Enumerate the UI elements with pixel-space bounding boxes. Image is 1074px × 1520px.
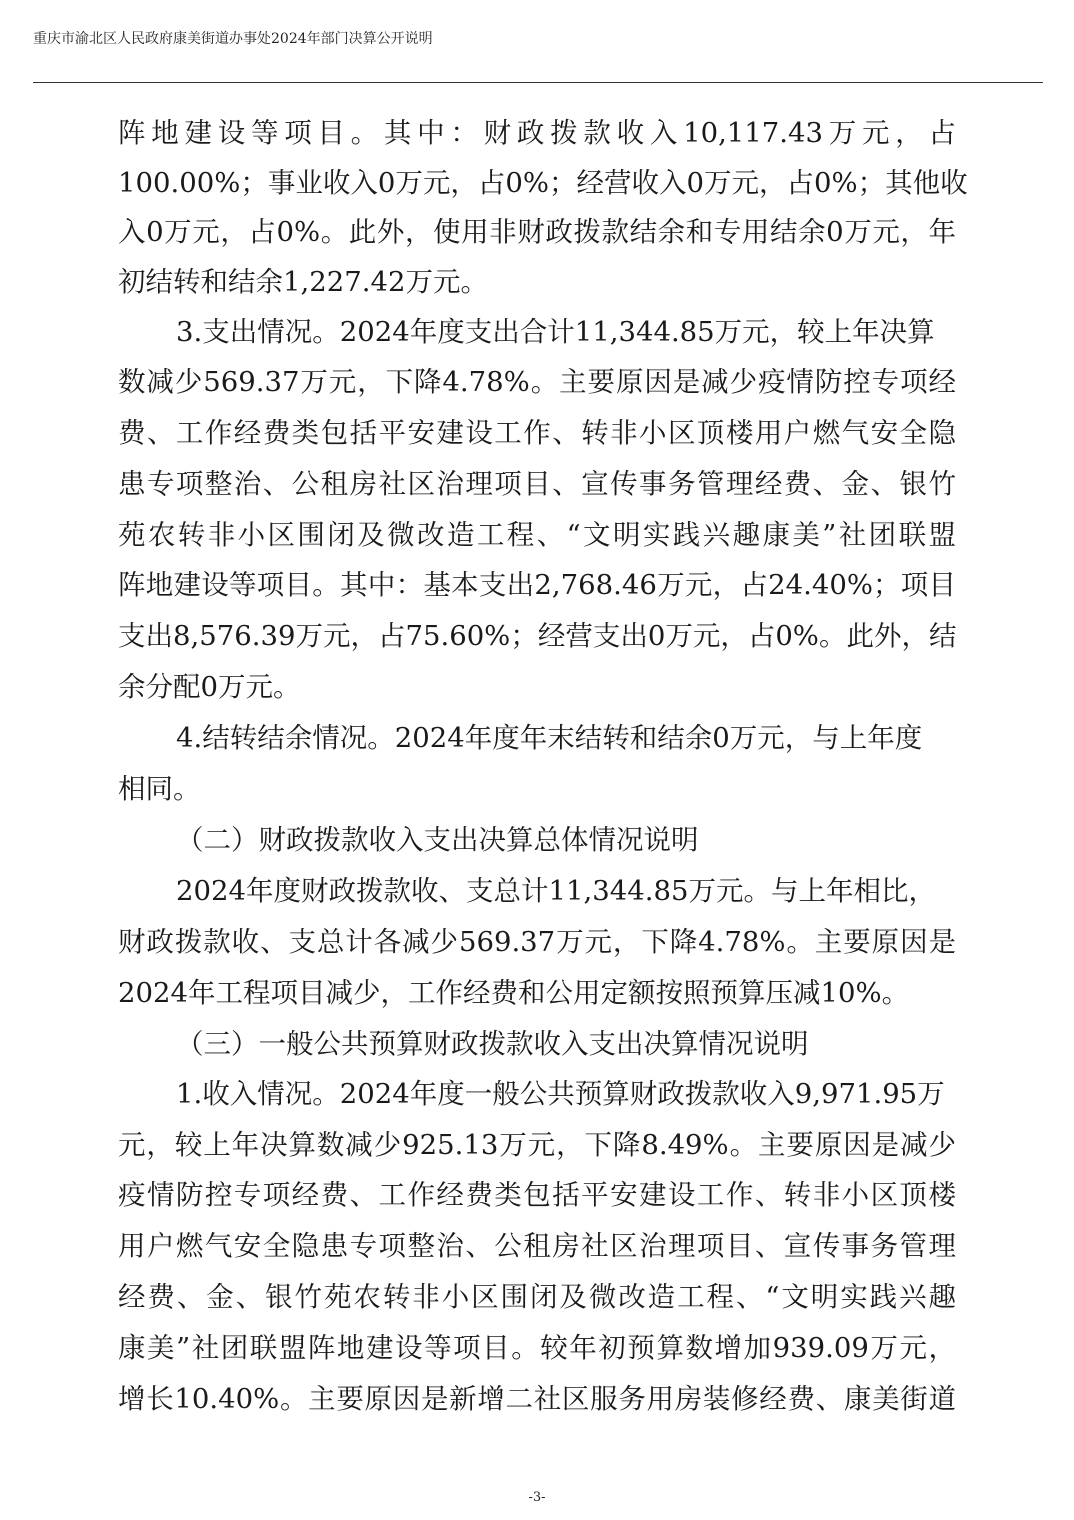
body-line: 2024年工程项目减少，工作经费和公用定额按照预算压减10%。 [118,977,910,1009]
body-line: 财政拨款收、支总计各减少569.37万元，下降4.78%。主要原因是 [118,926,956,958]
body-line: 元，较上年决算数减少925.13万元，下降8.49%。主要原因是减少 [118,1129,956,1161]
body-line: 1.收入情况。2024年度一般公共预算财政拨款收入9,971.95万 [176,1078,945,1110]
body-line: 100.00%；事业收入0万元，占0%；经营收入0万元，占0%；其他收 [118,167,968,199]
section-heading: （二）财政拨款收入支出决算总体情况说明 [176,824,699,856]
body-line: 康美”社团联盟阵地建设等项目。较年初预算数增加939.09万元， [118,1332,956,1364]
body-line: 经费、金、银竹苑农转非小区围闭及微改造工程、“文明实践兴趣 [118,1281,956,1313]
body-line: 4.结转结余情况。2024年度年末结转和结余0万元，与上年度 [176,722,923,754]
body-line: 患专项整治、公租房社区治理项目、宣传事务管理经费、金、银竹 [118,468,956,500]
body-line: 入0万元，占0%。此外，使用非财政拨款结余和专用结余0万元，年 [118,216,956,248]
body-line: 初结转和结余1,227.42万元。 [118,266,488,298]
body-line: 阵地建设等项目。其中：基本支出2,768.46万元，占24.40%；项目 [118,569,956,601]
body-line: 2024年度财政拨款收、支总计11,344.85万元。与上年相比， [176,875,936,907]
body-line: 余分配0万元。 [118,671,301,703]
body-line: 用户燃气安全隐患专项整治、公租房社区治理项目、宣传事务管理 [118,1230,956,1262]
section-heading: （三）一般公共预算财政拨款收入支出决算情况说明 [176,1028,809,1060]
body-line: 阵地建设等项目。其中：财政拨款收入10,117.43万元，占 [118,117,956,149]
body-line: 3.支出情况。2024年度支出合计11,344.85万元，较上年决算 [176,316,935,348]
body-line: 相同。 [118,773,201,805]
body-line: 数减少569.37万元，下降4.78%。主要原因是减少疫情防控专项经 [118,366,956,398]
page-header [33,30,1043,83]
body-line: 疫情防控专项经费、工作经费类包括平安建设工作、转非小区顶楼 [118,1179,956,1211]
body-line: 支出8,576.39万元，占75.60%；经营支出0万元，占0%。此外，结 [118,620,957,652]
body-line: 费、工作经费类包括平安建设工作、转非小区顶楼用户燃气安全隐 [118,417,956,449]
body-line: 增长10.40%。主要原因是新增二社区服务用房装修经费、康美街道 [118,1383,956,1415]
body-line: 苑农转非小区围闭及微改造工程、“文明实践兴趣康美”社团联盟 [118,519,956,551]
page-number: -3- [528,1490,546,1505]
document-header-title: 重庆市渝北区人民政府康美街道办事处2024年部门决算公开说明 [33,31,433,47]
